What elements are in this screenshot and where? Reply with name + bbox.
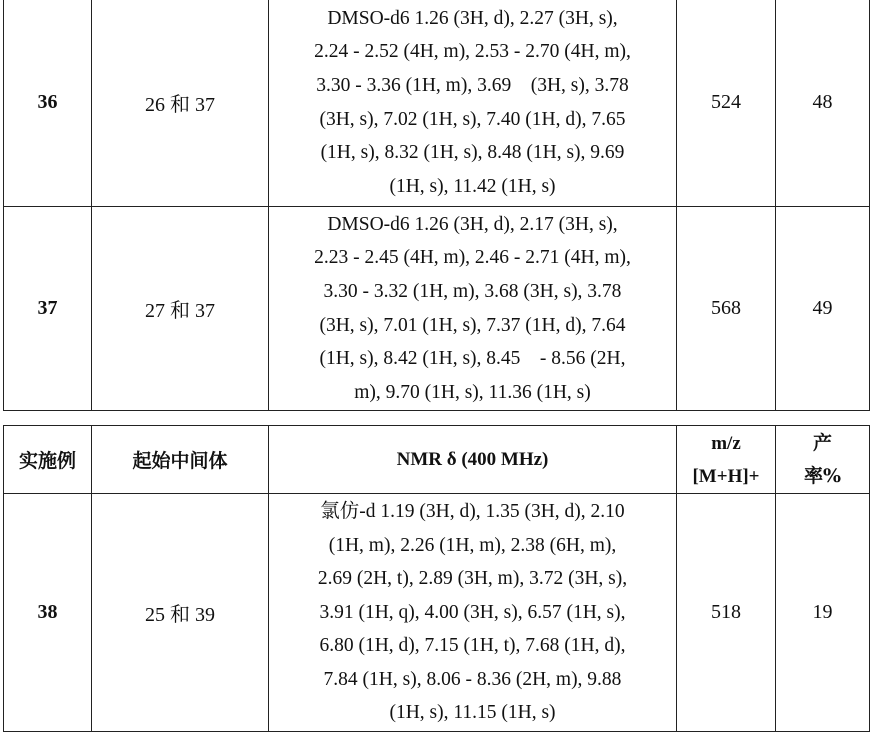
header-start: 起始中间体 — [92, 426, 269, 494]
header-mz-line: [M+H]+ — [692, 465, 760, 487]
example-number: 36 — [4, 0, 92, 207]
table-row — [4, 207, 870, 411]
starting-intermediate: 26 和 37 — [92, 0, 269, 207]
nmr-line: (3H, s), 7.02 (1H, s), 7.40 (1H, d), 7.65 — [319, 108, 626, 130]
nmr-data — [269, 207, 677, 411]
nmr-line: (1H, s), 11.15 (1H, s) — [389, 702, 556, 724]
nmr-line: 2.24 - 2.52 (4H, m), 2.53 - 2.70 (4H, m), — [314, 41, 631, 63]
nmr-line: m), 9.70 (1H, s), 11.36 (1H, s) — [354, 381, 591, 403]
header-nmr: NMR δ (400 MHz) — [269, 426, 677, 494]
mz-value: 524 — [677, 0, 776, 207]
starting-intermediate: 27 和 37 — [92, 207, 269, 411]
nmr-line: 氯仿-d 1.19 (3H, d), 1.35 (3H, d), 2.10 — [320, 500, 625, 522]
nmr-line: 2.23 - 2.45 (4H, m), 2.46 - 2.71 (4H, m), — [314, 247, 631, 269]
table-row — [4, 0, 870, 207]
nmr-line: (3H, s), 7.01 (1H, s), 7.37 (1H, d), 7.64 — [319, 314, 626, 336]
nmr-line: 6.80 (1H, d), 7.15 (1H, t), 7.68 (1H, d), — [319, 635, 626, 657]
nmr-line: (1H, s), 8.32 (1H, s), 8.48 (1H, s), 9.69 — [320, 142, 625, 164]
starting-intermediate: 25 和 39 — [92, 494, 269, 732]
nmr-line: 3.91 (1H, q), 4.00 (3H, s), 6.57 (1H, s), — [319, 601, 626, 623]
compound-table-top — [3, 0, 870, 411]
nmr-line: (1H, s), 8.42 (1H, s), 8.45 - 8.56 (2H, — [319, 348, 626, 370]
mz-value: 568 — [677, 207, 776, 411]
yield-value: 48 — [776, 0, 870, 207]
header-mz — [677, 426, 776, 494]
header-row — [4, 426, 870, 494]
nmr-line: 3.30 - 3.36 (1H, m), 3.69 (3H, s), 3.78 — [316, 74, 629, 96]
nmr-line: 2.69 (2H, t), 2.89 (3H, m), 3.72 (3H, s), — [317, 568, 628, 590]
header-mz-line: m/z — [711, 432, 741, 454]
header-example: 实施例 — [4, 426, 92, 494]
nmr-data — [269, 494, 677, 732]
table-row — [4, 494, 870, 732]
mz-value: 518 — [677, 494, 776, 732]
nmr-line: (1H, s), 11.42 (1H, s) — [389, 175, 556, 197]
header-yield-line: 率% — [803, 464, 842, 487]
nmr-line: 7.84 (1H, s), 8.06 - 8.36 (2H, m), 9.88 — [323, 668, 622, 690]
nmr-line: DMSO-d6 1.26 (3H, d), 2.17 (3H, s), — [327, 213, 618, 235]
nmr-line: (1H, m), 2.26 (1H, m), 2.38 (6H, m), — [328, 534, 617, 556]
header-yield — [776, 426, 870, 494]
example-number: 37 — [4, 207, 92, 411]
yield-value: 49 — [776, 207, 870, 411]
nmr-line: DMSO-d6 1.26 (3H, d), 2.27 (3H, s), — [327, 7, 618, 29]
example-number: 38 — [4, 494, 92, 732]
compound-table-bottom — [3, 425, 870, 732]
nmr-line: 3.30 - 3.32 (1H, m), 3.68 (3H, s), 3.78 — [323, 280, 622, 302]
yield-value: 19 — [776, 494, 870, 732]
nmr-data — [269, 0, 677, 207]
header-yield-line: 产 — [812, 431, 832, 454]
